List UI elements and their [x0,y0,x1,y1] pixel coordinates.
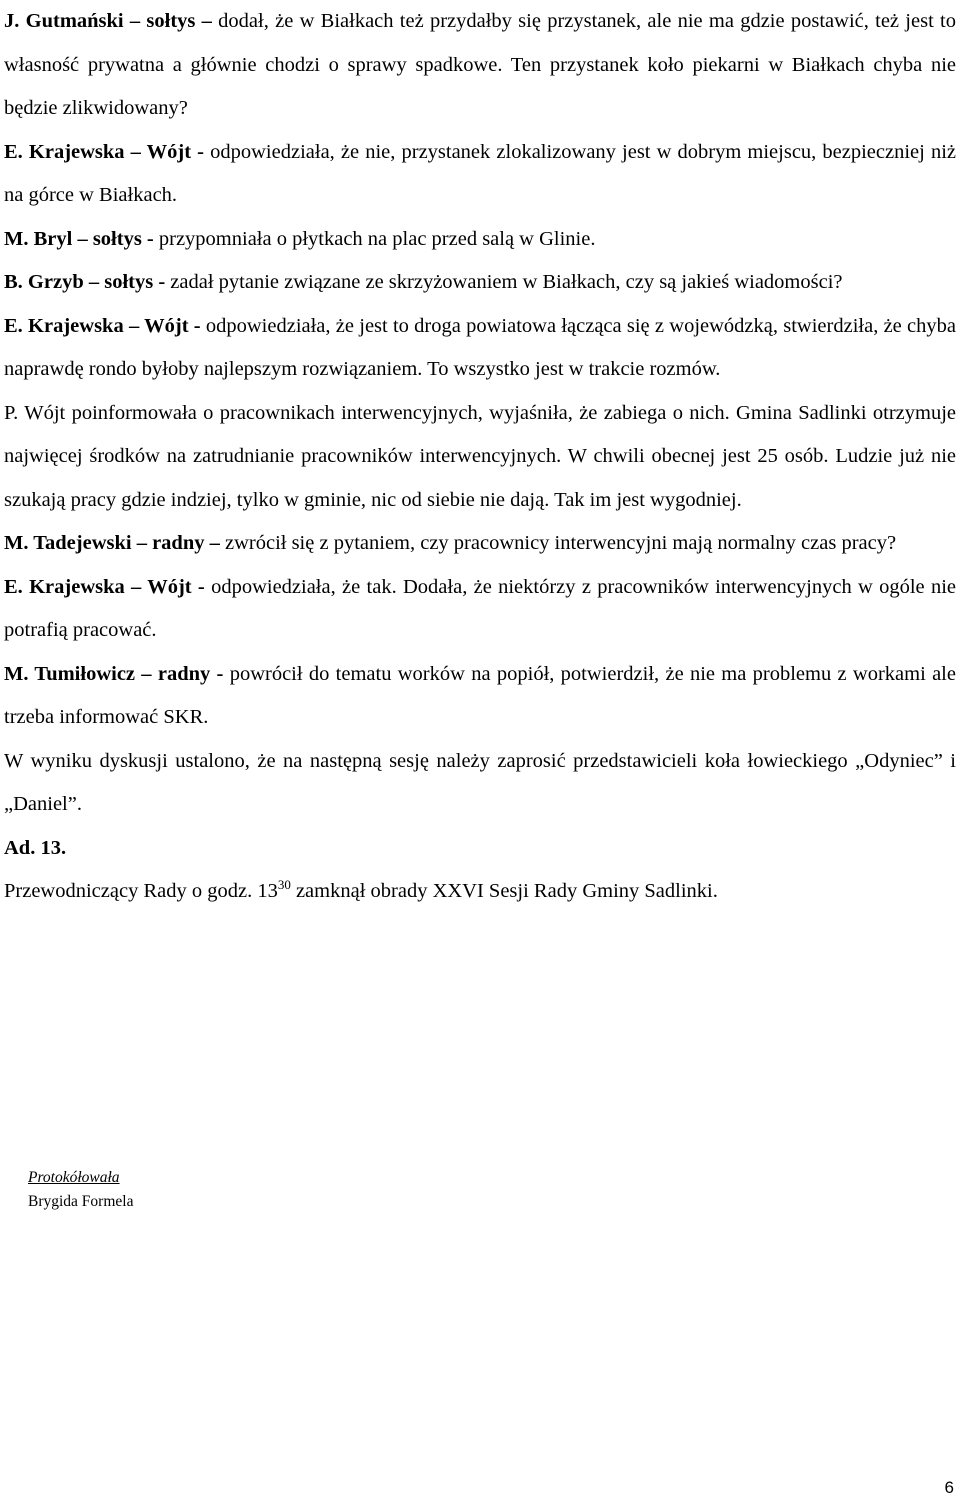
speaker-name: J. Gutmański – sołtys – [4,10,212,32]
speaker-name: M. Bryl – sołtys - [4,227,154,250]
paragraph-6 [4,392,956,523]
closing-paragraph [4,870,956,914]
speaker-name: M. Tumiłowicz – radny - [4,662,224,685]
paragraph-text: powrócił do tematu worków na popiół, potwierdził, że nie ma problemu z workami ale trzeba informować SKR. [4,662,956,728]
closing-text-after: zamknął obrady XXVI Sesji Rady Gminy Sadlinki. [290,880,718,902]
paragraph-text: odpowiedziała, że nie, przystanek zlokalizowany jest w dobrym miejscu, bezpieczniej niż na górce w Białkach. [4,140,956,206]
paragraph-4 [4,261,956,305]
paragraph-text: odpowiedziała, że tak. Dodała, że niektórzy z pracowników interwencyjnych w ogóle nie potrafią pracować. [4,575,957,641]
paragraph-7 [4,522,956,566]
paragraph-text: zwrócił się z pytaniem, czy pracownicy interwencyjni mają normalny czas pracy? [219,532,897,554]
paragraph-text: zadał pytanie związane ze skrzyżowaniem w Białkach, czy są jakieś wiadomości? [165,271,843,293]
page-number: 6 [944,1478,954,1497]
paragraph-10 [4,740,956,827]
signature-block [28,1166,133,1214]
speaker-name: E. Krajewska – Wójt - [4,140,205,163]
paragraph-text: przypomniała o płytkach na plac przed salą w Glinie. [153,227,596,250]
paragraph-9 [4,653,956,740]
signature-role: Protokółowała [28,1169,120,1186]
paragraph-text: W wyniku dyskusji ustalono, że na następną sesję należy zaprosić przedstawicieli koła łowieckiego „Odyniec” i „Daniel”. [4,749,956,815]
paragraph-2 [4,131,956,218]
paragraph-8 [4,566,956,653]
speaker-name: M. Tadejewski – radny – [4,532,220,554]
speaker-name: E. Krajewska – Wójt - [4,314,201,337]
paragraph-3 [4,218,956,262]
speaker-name: E. Krajewska – Wójt - [4,575,205,598]
document-body [4,0,956,914]
closing-text-before: Przewodniczący Rady o godz. 13 [4,880,278,902]
paragraph-text: P. Wójt poinformowała o pracownikach interwencyjnych, wyjaśniła, że zabiega o nich. Gmina Sadlinki otrzymuje najwięcej środków na zatrudnianie pracowników interwencyjnych. W chwili obecnej jest 25 osób. Ludzie już nie szukają pracy gdzie indziej, tylko w gminie, nic od siebie nie dają. Tak im jest wygodniej. [4,401,956,511]
paragraph-text: dodał, że w Białkach też przydałby się przystanek, ale nie ma gdzie postawić, też jest to własność prywatna a głównie chodzi o sprawy spadkowe. Ten przystanek koło piekarni w Białkach chyba nie będzie zlikwidowany? [4,10,956,119]
speaker-name: B. Grzyb – sołtys - [4,271,166,293]
section-heading: Ad. 13. [4,836,67,859]
signature-name: Brygida Formela [28,1193,134,1210]
paragraph-text: odpowiedziała, że jest to droga powiatowa łącząca się z wojewódzką, stwierdziła, że chyba naprawdę rondo byłoby najlepszym rozwiązaniem. To wszystko jest w trakcie rozmów. [4,314,956,380]
time-superscript: 30 [277,877,291,893]
paragraph-1 [4,0,956,131]
paragraph-5 [4,305,956,392]
